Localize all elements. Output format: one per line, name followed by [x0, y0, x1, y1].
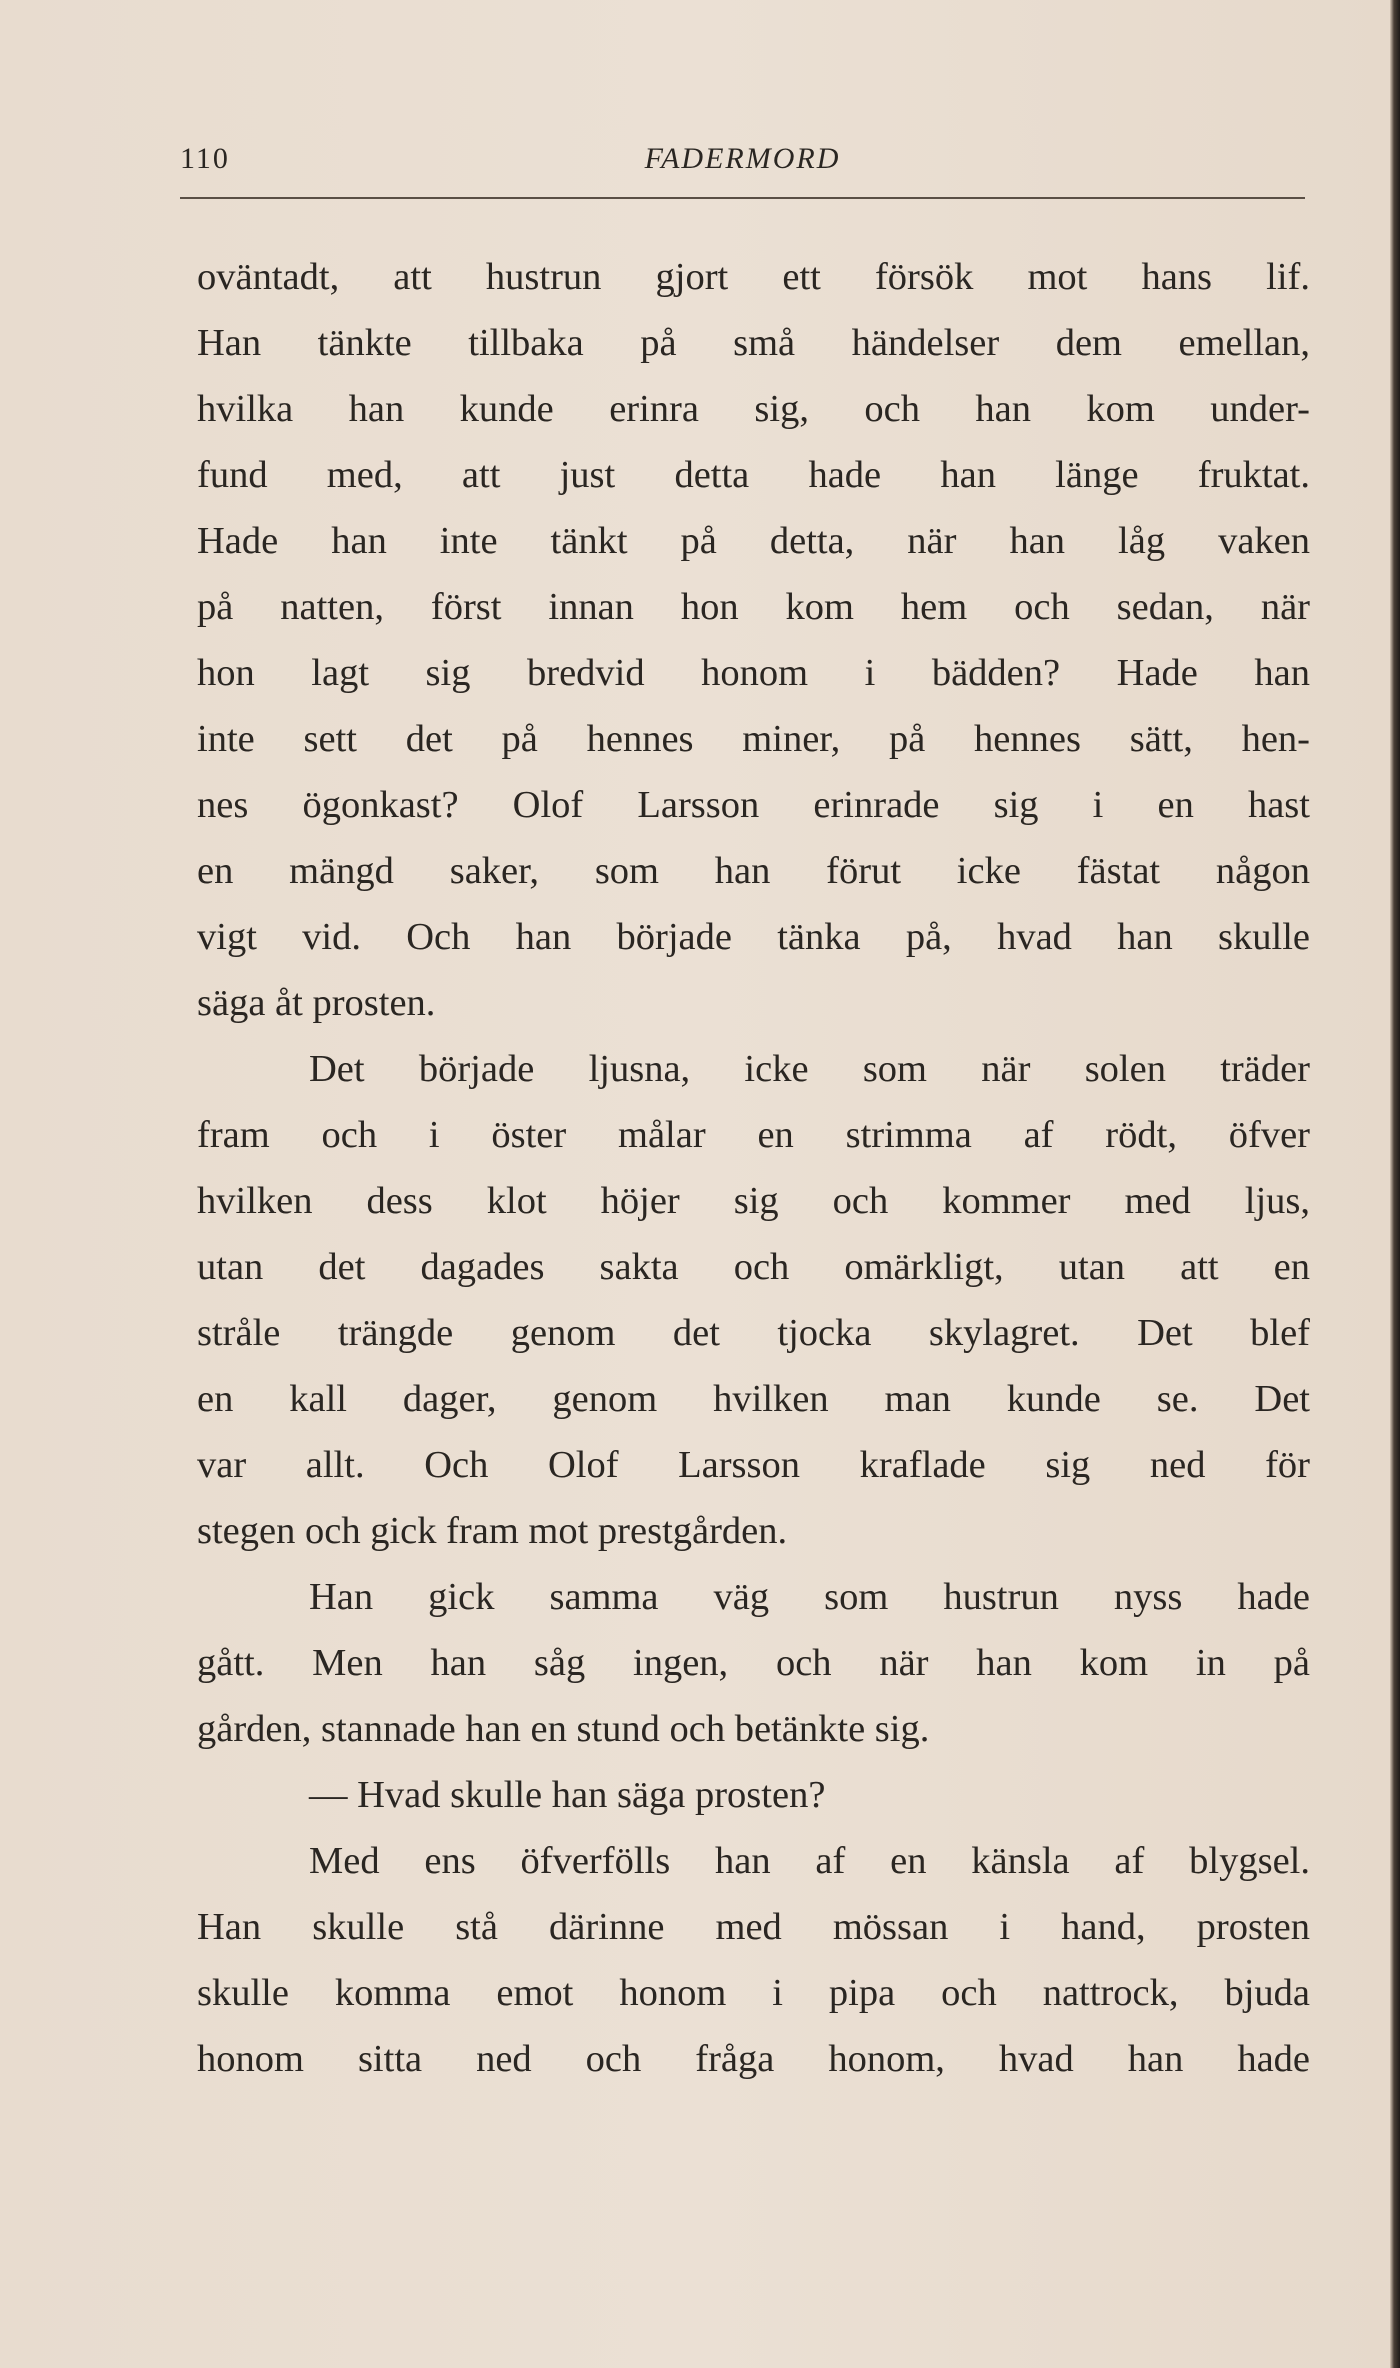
text-line: utan det dagades sakta och omärkligt, utan att en: [197, 1246, 1310, 1288]
page-header: [180, 142, 1305, 192]
text-line: Han tänkte tillbaka på små händelser dem emellan,: [197, 322, 1310, 364]
text-line: Det började ljusna, icke som när solen träder: [309, 1048, 1310, 1090]
text-line: honom sitta ned och fråga honom, hvad han hade: [197, 2038, 1310, 2080]
text-line: fram och i öster målar en strimma af rödt, öfver: [197, 1114, 1310, 1156]
text-line: vigt vid. Och han började tänka på, hvad han skulle: [197, 916, 1310, 958]
text-line: stegen och gick fram mot prestgården.: [197, 1510, 788, 1552]
text-line: gården, stannade han en stund och betänkte sig.: [197, 1708, 930, 1750]
text-line: Hade han inte tänkt på detta, när han låg vaken: [197, 520, 1310, 562]
text-line: hon lagt sig bredvid honom i bädden? Hade han: [197, 652, 1310, 694]
text-line: — Hvad skulle han säga prosten?: [309, 1774, 826, 1816]
text-line: gått. Men han såg ingen, och när han kom in på: [197, 1642, 1310, 1684]
text-line: var allt. Och Olof Larsson kraflade sig ned för: [197, 1444, 1310, 1486]
body-text: [197, 244, 1310, 2092]
text-line: nes ögonkast? Olof Larsson erinrade sig i en hast: [197, 784, 1310, 826]
text-line: Med ens öfverfölls han af en känsla af blygsel.: [309, 1840, 1310, 1882]
text-line: fund med, att just detta hade han länge fruktat.: [197, 454, 1310, 496]
page-number: 110: [180, 142, 230, 175]
text-line: Han skulle stå därinne med mössan i hand, prosten: [197, 1906, 1310, 1948]
text-line: skulle komma emot honom i pipa och nattrock, bjuda: [197, 1972, 1310, 2014]
text-line: hvilken dess klot höjer sig och kommer med ljus,: [197, 1180, 1310, 1222]
text-line: inte sett det på hennes miner, på hennes sätt, hen-: [197, 718, 1310, 760]
book-spine-edge: [1390, 0, 1400, 2368]
text-line: en kall dager, genom hvilken man kunde se. Det: [197, 1378, 1310, 1420]
running-title: FADERMORD: [644, 142, 841, 175]
text-line: hvilka han kunde erinra sig, och han kom under-: [197, 388, 1310, 430]
header-rule: [180, 197, 1305, 199]
text-line: på natten, först innan hon kom hem och sedan, när: [197, 586, 1310, 628]
text-line: stråle trängde genom det tjocka skylagret. Det blef: [197, 1312, 1310, 1354]
text-line: säga åt prosten.: [197, 982, 436, 1024]
text-line: oväntadt, att hustrun gjort ett försök mot hans lif.: [197, 256, 1310, 298]
text-line: en mängd saker, som han förut icke fästat någon: [197, 850, 1310, 892]
text-line: Han gick samma väg som hustrun nyss hade: [309, 1576, 1310, 1618]
